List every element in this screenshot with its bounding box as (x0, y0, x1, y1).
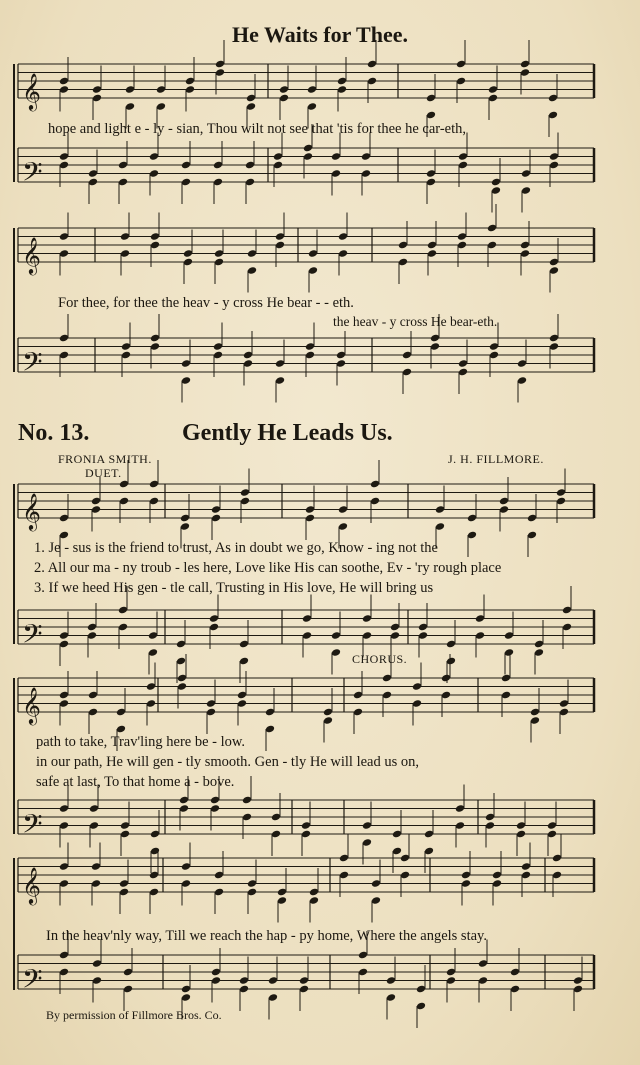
verse-3-line: 3. If we heed His gen - tle call, Trusting in His love, He will bring us (34, 580, 434, 596)
verse-2-line: 2. All our ma - ny troub - les here, Love like His can soothe, Ev - 'ry rough place (34, 560, 502, 576)
clef-icon: 𝄞 (22, 866, 41, 904)
clef-icon: 𝄢 (22, 156, 43, 194)
clef-icon: 𝄞 (22, 72, 41, 110)
verse-2-line: in our path, He will gen - tly smooth. Gen - tly He will lead us on, (36, 754, 419, 770)
clef-icon: 𝄢 (22, 963, 43, 1001)
lyrics-line: hope and light e - ly - sian, Thou wilt not see that 'tis for thee he car-eth, (48, 121, 467, 137)
clef-icon: 𝄞 (22, 492, 41, 530)
clef-icon: 𝄞 (22, 236, 41, 274)
lyrics-line: For thee, for thee the heav - y cross He bear - - eth. (58, 295, 354, 311)
hymn-title-he-waits-for-thee: He Waits for Thee. (232, 22, 408, 47)
clef-icon: 𝄞 (22, 686, 41, 724)
hymn-number: No. 13. (18, 420, 90, 446)
verse-3-line: safe at last, To that home a - bove. (36, 774, 235, 790)
clef-icon: 𝄢 (22, 808, 43, 846)
lyrics-line: the heav - y cross He bear-eth. (333, 314, 498, 329)
clef-icon: 𝄢 (22, 346, 43, 384)
hymn-title-gently-he-leads-us: Gently He Leads Us. (182, 420, 393, 446)
verse-1-line: 1. Je - sus is the friend to trust, As in doubt we go, Know - ing not the (34, 540, 438, 556)
chorus-label: CHORUS. (352, 652, 408, 666)
author-credit: FRONIA SMITH. (58, 452, 152, 466)
chorus-lyrics-line: In the heav'nly way, Till we reach the hap - py home, Where the angels stay. (46, 928, 487, 944)
footer-permission: By permission of Fillmore Bros. Co. (46, 1008, 222, 1022)
composer-credit: J. H. FILLMORE. (448, 452, 544, 466)
duet-label: DUET. (85, 466, 122, 480)
verse-1-line: path to take, Trav'ling here be - low. (36, 734, 246, 750)
clef-icon: 𝄢 (22, 618, 43, 656)
